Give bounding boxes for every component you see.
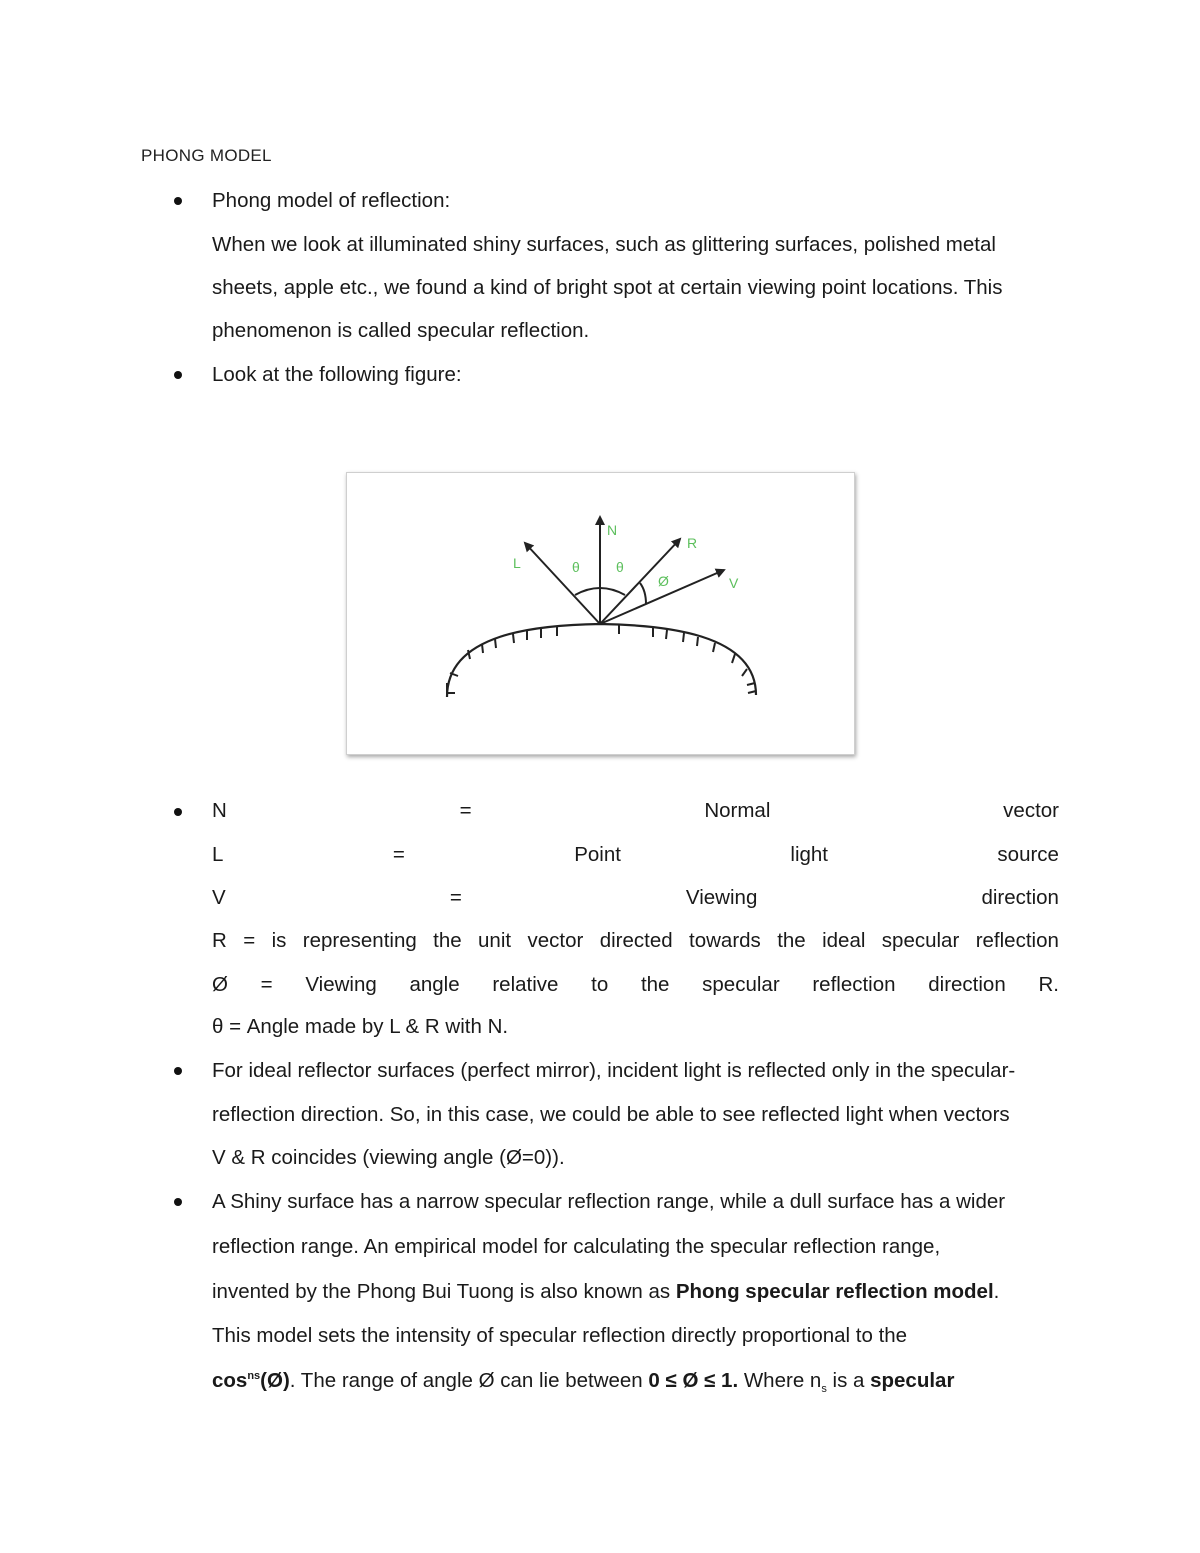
label-l: L xyxy=(513,555,521,571)
cos-argument: (Ø) xyxy=(260,1369,290,1392)
phong-model-name: Phong specular reflection model xyxy=(675,1280,994,1303)
label-v: V xyxy=(729,575,739,591)
def-light xyxy=(212,843,1059,867)
label-r: R xyxy=(687,535,698,551)
ideal-line-2: reflection direction. So, in this case, we could be able to see reflected light when vectors xyxy=(212,1103,1010,1126)
definition-word: towards xyxy=(689,929,761,952)
definition-word: representing xyxy=(302,929,417,952)
reflection-diagram xyxy=(347,473,854,754)
definition-word: N xyxy=(212,799,227,822)
def-theta: θ = Angle made by L & R with N. xyxy=(212,1015,509,1038)
definition-word: L xyxy=(212,843,224,866)
shiny-line-5 xyxy=(212,1369,954,1395)
definition-word: = xyxy=(449,886,462,909)
definition-word: Viewing xyxy=(305,973,377,996)
definition-word: the xyxy=(640,973,670,996)
definition-word: directed xyxy=(599,929,673,952)
definition-word: = xyxy=(260,973,273,996)
label-theta-right: θ xyxy=(616,559,624,575)
definition-word: is xyxy=(271,929,287,952)
bullet-marker xyxy=(174,1198,182,1206)
definition-word: Viewing xyxy=(685,886,758,909)
definition-word: = xyxy=(459,799,472,822)
definition-word: angle xyxy=(409,973,460,996)
angle-range: 0 ≤ Ø ≤ 1. xyxy=(648,1369,739,1392)
label-n: N xyxy=(607,522,618,538)
definition-word: reflection xyxy=(812,973,896,996)
shiny-line-2: reflection range. An empirical model for calculating the specular reflection range, xyxy=(212,1235,941,1258)
cos-exponent: ns xyxy=(247,1370,261,1383)
definition-word: specular xyxy=(881,929,960,952)
shiny-line-5-tail: is a xyxy=(826,1369,871,1392)
cos-term: cos xyxy=(212,1369,248,1392)
shiny-line-4: This model sets the intensity of specular reflection directly proportional to the xyxy=(212,1324,908,1347)
definition-word: ideal xyxy=(822,929,866,952)
ns-subscript: s xyxy=(821,1383,827,1396)
shiny-line-3 xyxy=(212,1280,999,1304)
definition-word: specular xyxy=(702,973,780,996)
label-theta-left: θ xyxy=(572,559,580,575)
definition-word: relative xyxy=(492,973,559,996)
label-phi: Ø xyxy=(658,573,669,589)
definition-word: direction xyxy=(928,973,1006,996)
definition-word: = xyxy=(392,843,405,866)
bullet-marker xyxy=(174,197,182,205)
shiny-line-3-post: . xyxy=(993,1280,1000,1303)
surface-hatch-marks xyxy=(447,625,756,697)
bullet-marker xyxy=(174,371,182,379)
definition-word: the xyxy=(777,929,806,952)
ideal-line-1: For ideal reflector surfaces (perfect mirror), incident light is reflected only in the specular- xyxy=(212,1059,1016,1082)
shiny-line-3-pre: invented by the Phong Bui Tuong is also known as xyxy=(212,1280,676,1303)
intro-line-3: phenomenon is called specular reflection. xyxy=(212,319,590,342)
definition-word: V xyxy=(212,886,226,909)
intro-line-1: When we look at illuminated shiny surfaces, such as glittering surfaces, polished metal xyxy=(212,233,996,256)
shiny-line-1: A Shiny surface has a narrow specular reflection range, while a dull surface has a wider xyxy=(212,1190,1006,1213)
def-viewing xyxy=(212,886,1059,910)
def-phi xyxy=(212,973,1059,997)
definition-word: Normal xyxy=(704,799,771,822)
surface-curve xyxy=(447,624,756,697)
definition-word: Point xyxy=(574,843,621,866)
shiny-line-5-where: Where n xyxy=(738,1369,822,1392)
look-text: Look at the following figure: xyxy=(212,363,462,386)
definition-word: vector xyxy=(527,929,584,952)
definition-word: unit xyxy=(478,929,512,952)
definition-word: vector xyxy=(1003,799,1059,822)
bullet-marker xyxy=(174,1067,182,1075)
definition-word: direction xyxy=(981,886,1059,909)
definition-word: source xyxy=(997,843,1059,866)
definition-word: = xyxy=(243,929,256,952)
definition-word: Ø xyxy=(212,973,228,996)
page-heading: PHONG MODEL xyxy=(141,146,272,165)
ideal-line-3: V & R coincides (viewing angle (Ø=0)). xyxy=(212,1146,565,1169)
specular-word: specular xyxy=(870,1369,955,1392)
definition-word: reflection xyxy=(975,929,1059,952)
definition-word: light xyxy=(790,843,828,866)
def-normal xyxy=(212,799,1059,823)
light-vector-l xyxy=(525,543,600,624)
definition-word: R xyxy=(212,929,227,952)
phong-reflection-figure xyxy=(346,472,855,755)
definition-word: to xyxy=(591,973,609,996)
intro-title: Phong model of reflection: xyxy=(212,189,451,212)
bullet-marker xyxy=(174,808,182,816)
definition-word: the xyxy=(433,929,462,952)
intro-line-2: sheets, apple etc., we found a kind of bright spot at certain viewing point locations. This xyxy=(212,276,1003,299)
definition-word: R. xyxy=(1038,973,1059,996)
phi-angle-arc xyxy=(640,583,646,604)
shiny-line-5-mid: . The range of angle Ø can lie between xyxy=(289,1369,649,1392)
def-reflection xyxy=(212,929,1059,953)
